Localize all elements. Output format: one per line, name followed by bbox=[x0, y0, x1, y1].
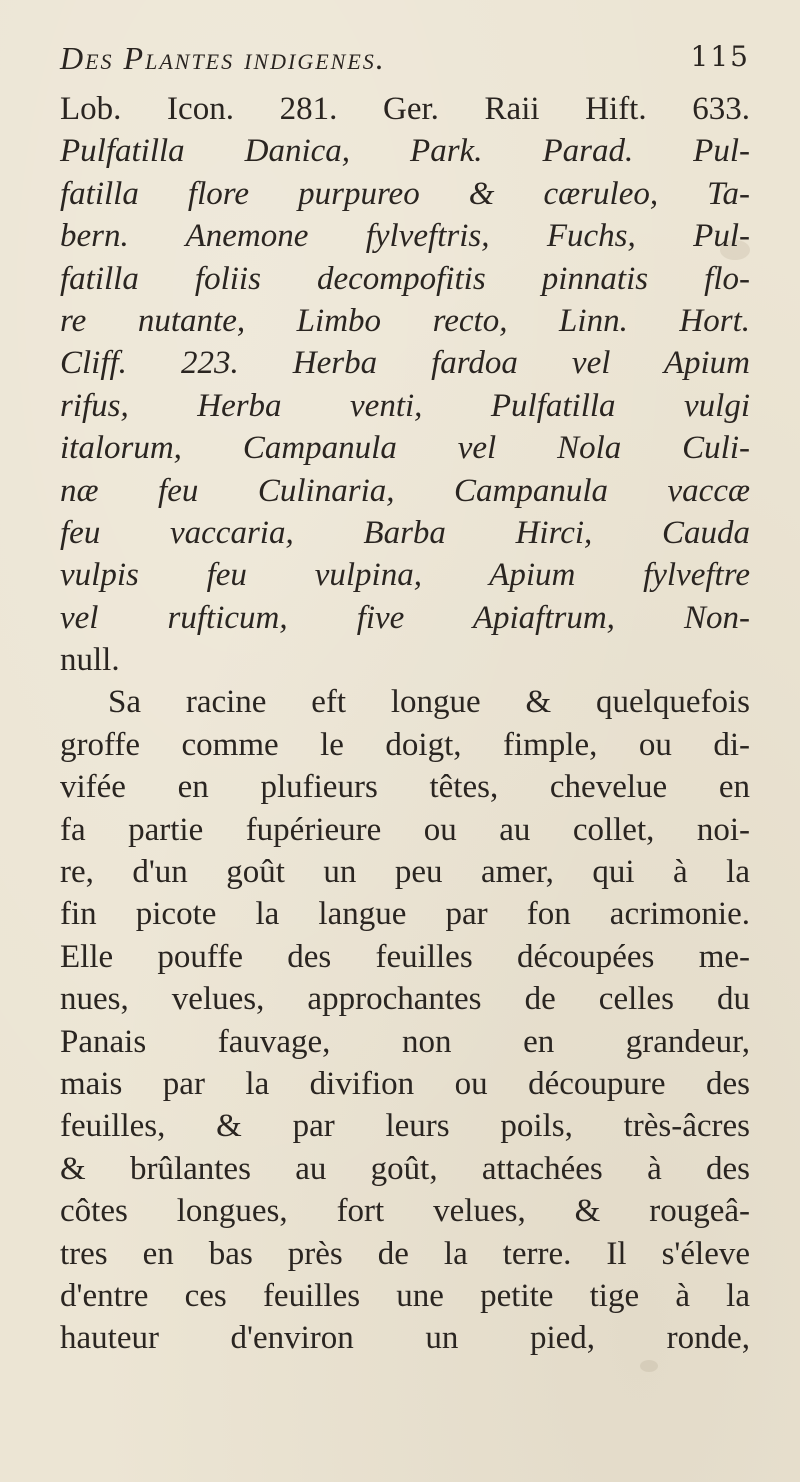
text-line: Cliff. 223. Herba fardoa vel Apium bbox=[60, 345, 750, 382]
text-line: feuilles, & par leurs poils, très-âcres bbox=[60, 1108, 750, 1145]
text-line: fatilla foliis decompofitis pinnatis flo- bbox=[60, 260, 750, 297]
text-line: vel rufticum, five Apiaftrum, Non- bbox=[60, 599, 750, 636]
text-line: fin picote la langue par fon acrimonie. bbox=[60, 896, 750, 933]
text-line: re, d'un goût un peu amer, qui à la bbox=[60, 854, 750, 891]
text-line: fatilla flore purpureo & cæruleo, Ta- bbox=[60, 175, 750, 212]
text-line: fa partie fupérieure ou au collet, noi- bbox=[60, 811, 750, 848]
running-header bbox=[60, 40, 750, 82]
text-line: bern. Anemone fylveftris, Fuchs, Pul- bbox=[60, 218, 750, 255]
text-line: Elle pouffe des feuilles découpées me- bbox=[60, 938, 750, 975]
text-line: re nutante, Limbo recto, Linn. Hort. bbox=[60, 302, 750, 339]
paper-stain bbox=[640, 1360, 658, 1372]
text-line: vifée en plufieurs têtes, chevelue en bbox=[60, 769, 750, 806]
text-line: hauteur d'environ un pied, ronde, bbox=[60, 1320, 750, 1357]
text-line: tres en bas près de la terre. Il s'éleve bbox=[60, 1235, 750, 1272]
text-line: d'entre ces feuilles une petite tige à la bbox=[60, 1277, 750, 1314]
text-line: Panais fauvage, non en grandeur, bbox=[60, 1023, 750, 1060]
text-line: næ feu Culinaria, Campanula vaccæ bbox=[60, 472, 750, 509]
text-line: rifus, Herba venti, Pulfatilla vulgi bbox=[60, 387, 750, 424]
text-line: vulpis feu vulpina, Apium fylveftre bbox=[60, 557, 750, 594]
text-line: mais par la divifion ou découpure des bbox=[60, 1065, 750, 1102]
text-line: Lob. Icon. 281. Ger. Raii Hift. 633. bbox=[60, 91, 750, 127]
text-line: Sa racine eft longue & quelquefois bbox=[108, 684, 750, 721]
page-number: 115 bbox=[690, 40, 750, 73]
text-line: null. bbox=[60, 642, 120, 679]
text-line: italorum, Campanula vel Nola Culi- bbox=[60, 430, 750, 467]
text-line: nues, velues, approchantes de celles du bbox=[60, 981, 750, 1018]
text-line: groffe comme le doigt, fimple, ou di- bbox=[60, 726, 750, 763]
running-title: Des Plantes indigenes. bbox=[60, 40, 386, 76]
text-line: Pulfatilla Danica, Park. Parad. Pul- bbox=[60, 133, 750, 170]
text-line: côtes longues, fort velues, & rougeâ- bbox=[60, 1193, 750, 1230]
text-line: feu vaccaria, Barba Hirci, Cauda bbox=[60, 514, 750, 551]
text-line: & brûlantes au goût, attachées à des bbox=[60, 1150, 750, 1187]
body-text bbox=[60, 88, 750, 1360]
